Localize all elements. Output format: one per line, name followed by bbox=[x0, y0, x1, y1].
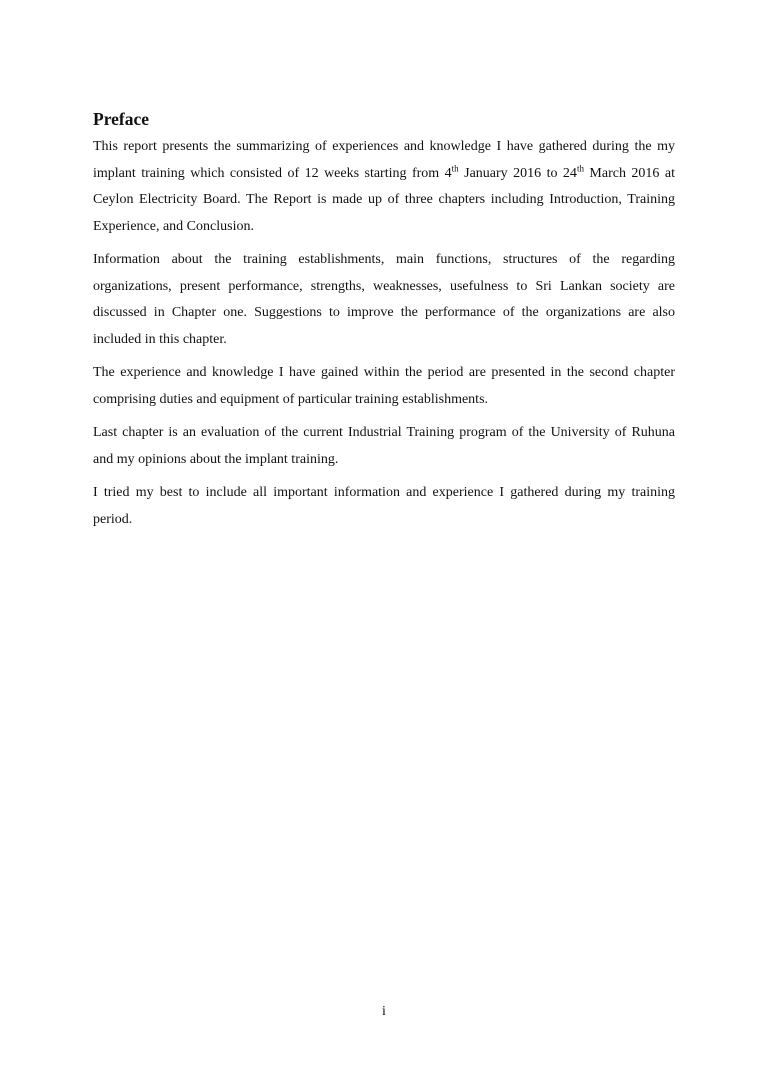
page-number: i bbox=[382, 1004, 386, 1019]
page-content bbox=[93, 108, 675, 540]
paragraph-1-text-c: March 2016 at Ceylon Electricity Board. The Report is made up of three chapters including Introduction, Training Experience, and Conclusion. bbox=[93, 165, 675, 234]
preface-heading: Preface bbox=[93, 109, 150, 129]
paragraph-1-text-a: This report presents the summarizing of experiences and knowledge I have gathered during the my implant training which consisted of 12 weeks starting from 4 bbox=[93, 139, 675, 181]
paragraph-2: Information about the training establishments, main functions, structures of the regarding organizations, present performance, strengths, weaknesses, usefulness to Sri Lankan society are discussed in Chapter one. Suggestions to improve the performance of the organizations are also included in this chapter. bbox=[93, 252, 675, 347]
paragraph-3: The experience and knowledge I have gained within the period are presented in the second chapter comprising duties and equipment of particular training establishments. bbox=[93, 365, 675, 407]
superscript-ordinal: th bbox=[576, 162, 584, 173]
paragraph-4: Last chapter is an evaluation of the current Industrial Training program of the University of Ruhuna and my opinions about the implant training. bbox=[93, 425, 675, 467]
paragraph-5: I tried my best to include all important information and experience I gathered during my training period. bbox=[93, 485, 675, 527]
superscript-ordinal: th bbox=[451, 162, 459, 173]
paragraph-1 bbox=[93, 134, 675, 240]
paragraph-1-text-b: January 2016 to 24 bbox=[458, 165, 577, 181]
